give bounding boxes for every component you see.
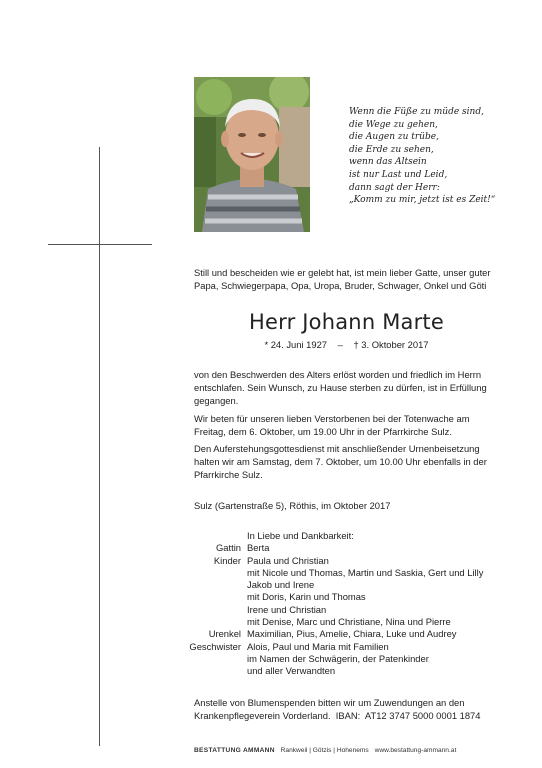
mourner-names: mit Doris, Karin und Thomas — [247, 591, 366, 603]
mourner-relation — [170, 579, 247, 591]
funeral-home-website: www.bestattung-ammann.at — [374, 747, 457, 754]
mourner-names: Irene und Christian — [247, 603, 327, 615]
mourner-relation — [170, 665, 247, 677]
mourner-names: Maximilian, Pius, Amelie, Chiara, Luke und Audrey — [247, 628, 457, 640]
mourner-names: In Liebe und Dankbarkeit: — [247, 530, 354, 541]
poem-line: wenn das Altsein — [349, 157, 427, 168]
funeral-home-brand: BESTATTUNG AMMANN — [194, 747, 275, 754]
mourner-relation: Urenkel — [208, 628, 241, 640]
death-date: † 3. Oktober 2017 — [353, 339, 429, 350]
paragraph-line: Wir beten für unseren lieben Verstorbenen bei der Totenwache am — [194, 413, 470, 424]
donation-line: Anstelle von Blumenspenden bitten wir um Zuwendungen an den — [194, 697, 465, 708]
birth-date: * 24. Juni 1927 — [264, 339, 328, 350]
mourner-names: Paula und Christian — [247, 554, 329, 566]
mourner-names: mit Nicole und Thomas, Martin und Saskia, Gert und Lilly — [247, 566, 484, 578]
mourner-names: im Namen der Schwägerin, der Patenkinder — [247, 652, 429, 664]
mourner-relation — [170, 653, 247, 665]
place-and-date: Sulz (Gartenstraße 5), Röthis, im Oktober 2017 — [194, 500, 391, 511]
mourners-list — [170, 530, 510, 678]
donation-line: Krankenpflegeverein Vorderland. IBAN: AT12 3747 5000 0001 1874 — [194, 709, 481, 721]
poem-line: Wenn die Füße zu müde sind, — [349, 107, 484, 117]
life-dates — [194, 339, 499, 350]
donation-note — [194, 697, 499, 723]
intro-line: Papa, Schwiegerpapa, Opa, Uropa, Bruder, Schwager, Onkel und Göti — [194, 279, 487, 291]
cross-horizontal-bar — [48, 244, 152, 245]
mourner-names: mit Denise, Marc und Christiane, Nina und Pierre — [247, 616, 451, 628]
poem-line: die Augen zu trübe, — [349, 132, 439, 143]
portrait-photo — [194, 77, 310, 232]
mourner-relation: Gattin — [215, 542, 241, 554]
mourner-names: Jakob und Irene — [247, 579, 315, 591]
paragraph-service — [194, 443, 499, 481]
intro-text — [194, 267, 499, 293]
mourner-relation — [170, 567, 247, 579]
poem-line: „Komm zu mir, jetzt ist es Zeit!“ — [349, 195, 496, 206]
paragraph-wake — [194, 413, 499, 439]
poem-line: dann sagt der Herr: — [349, 182, 440, 193]
date-separator: – — [337, 339, 343, 350]
mourner-row — [170, 567, 510, 579]
mourner-row — [170, 530, 510, 542]
paragraph-line: gegangen. — [194, 394, 239, 406]
paragraph-line: Pfarrkirche Sulz. — [194, 468, 263, 480]
poem-line: ist nur Last und Leid, — [349, 169, 448, 180]
mourner-row — [170, 542, 510, 554]
mourner-row — [170, 653, 510, 665]
paragraph-line: entschlafen. Sein Wunsch, zu Hause sterben zu dürfen, ist in Erfüllung — [194, 381, 487, 393]
mourner-relation — [170, 616, 247, 628]
mourner-relation: Geschwister — [189, 640, 241, 652]
paragraph-line: Freitag, dem 6. Oktober, um 19.00 Uhr in der Pfarrkirche Sulz. — [194, 425, 452, 437]
paragraph-line: von den Beschwerden des Alters erlöst worden und friedlich im Herrn — [194, 369, 482, 380]
poem-line: die Wege zu gehen, — [349, 119, 438, 130]
paragraph-line: Den Auferstehungsgottesdienst mit anschließender Urnenbeisetzung — [194, 443, 480, 454]
cross-vertical-bar — [99, 147, 100, 746]
mourner-relation — [170, 591, 247, 603]
mourner-row — [170, 579, 510, 591]
poem — [349, 106, 529, 207]
mourner-relation — [170, 604, 247, 616]
footer — [194, 747, 456, 754]
mourner-row — [170, 641, 510, 653]
poem-line: die Erde zu sehen, — [349, 144, 434, 155]
mourner-row — [170, 604, 510, 616]
mourner-relation — [170, 530, 247, 542]
mourner-row — [170, 628, 510, 640]
deceased-name: Herr Johann Marte — [249, 310, 444, 334]
mourner-names: Alois, Paul und Maria mit Familien — [247, 640, 389, 652]
mourner-row — [170, 555, 510, 567]
mourner-row — [170, 665, 510, 677]
mourner-row — [170, 591, 510, 603]
mourner-row — [170, 616, 510, 628]
mourner-relation: Kinder — [213, 554, 241, 566]
mourner-names: Berta — [247, 542, 270, 554]
paragraph-passing — [194, 369, 499, 407]
paragraph-line: halten wir am Samstag, dem 7. Oktober, um 10.00 Uhr ebenfalls in der — [194, 455, 487, 467]
intro-line: Still und bescheiden wie er gelebt hat, ist mein lieber Gatte, unser guter — [194, 267, 491, 278]
funeral-home-locations: Rankweil | Götzis | Hohenems — [280, 747, 369, 754]
mourner-names: und aller Verwandten — [247, 665, 336, 677]
